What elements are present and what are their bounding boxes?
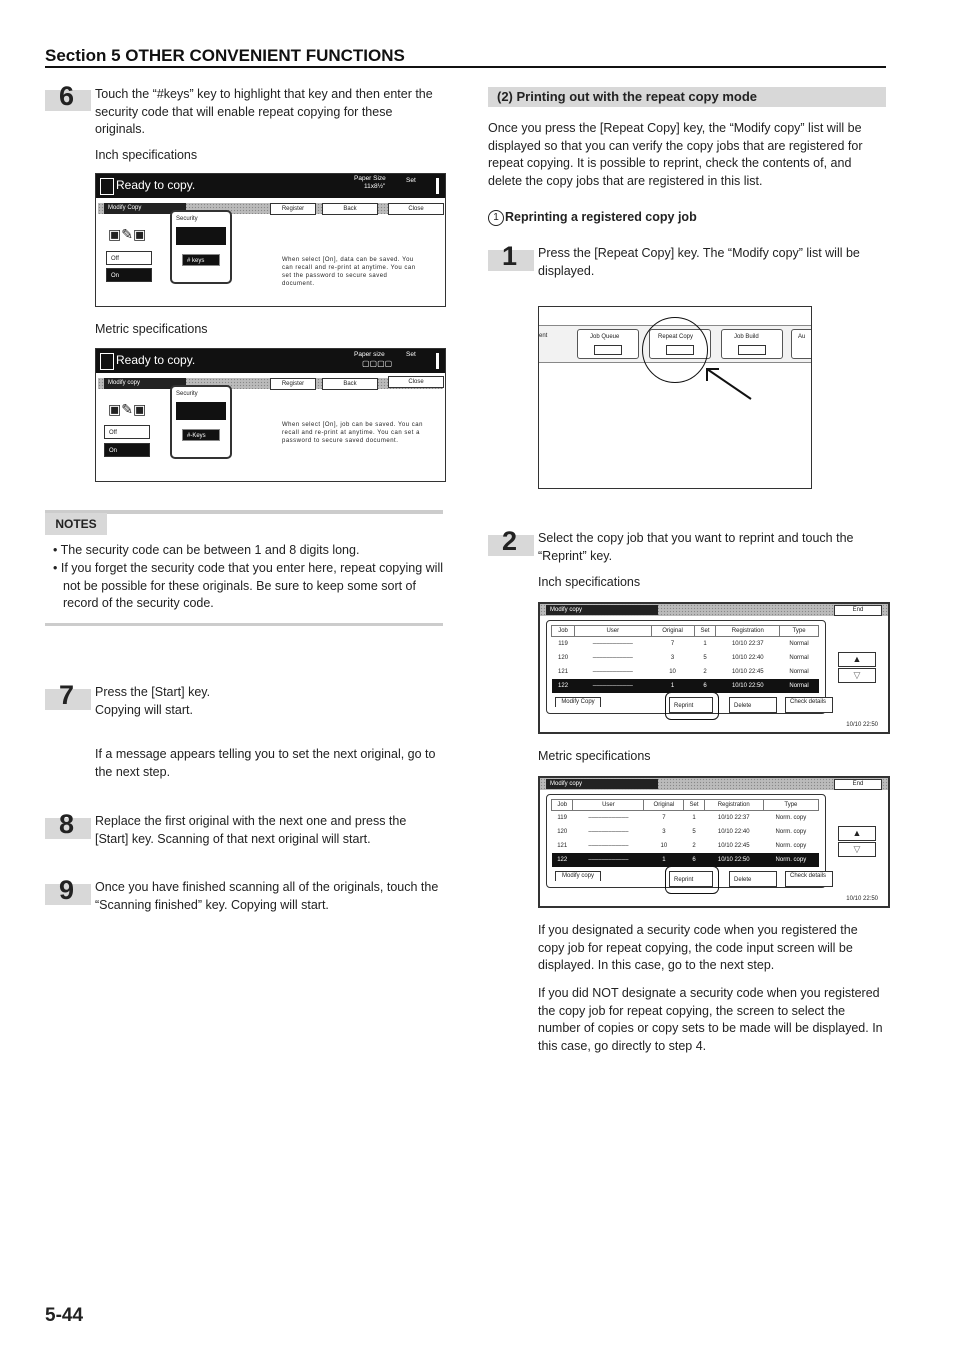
keys-button[interactable]: #-Keys	[182, 429, 220, 441]
step-r1-text: Press the [Repeat Copy] key. The “Modify copy” list will be displayed.	[538, 246, 860, 278]
note-2: • If you forget the security code that you enter here, repeat copying will not be possible for these originals. Be sure to keep some sort of record of the security code.	[53, 561, 444, 610]
check-details-button[interactable]: Check details	[785, 697, 833, 713]
table-cell: 1	[644, 853, 684, 867]
table-cell: 119	[557, 815, 567, 821]
back-button[interactable]: Back	[322, 378, 378, 390]
clock-display: 10/10 22:50	[846, 722, 878, 728]
paper-icons: ▢▢▢▢	[362, 359, 393, 368]
section-title-bar	[488, 87, 886, 107]
col-original: Original	[644, 800, 684, 811]
table-cell: 119	[558, 641, 568, 647]
step-r1-marker: 1	[488, 250, 534, 271]
table-cell: Normal	[789, 655, 809, 661]
table-row[interactable]	[552, 651, 819, 665]
step-r2-text: Select the copy job that you want to reprint and touch the “Reprint” key.	[538, 531, 854, 563]
col-set: Set	[684, 800, 704, 811]
status-bar	[96, 349, 445, 373]
section-header: Section 5 OTHER CONVENIENT FUNCTIONS	[45, 46, 405, 65]
step-9-text: Once you have finished scanning all of the originals, touch the “Scanning finished” key. Copying will start.	[95, 880, 439, 912]
reprint-button[interactable]: Reprint	[669, 697, 713, 713]
modify-copy-list-metric	[538, 776, 890, 908]
off-option[interactable]: Off	[106, 251, 152, 265]
table-cell: 2	[692, 843, 696, 849]
intro-text: Once you press the [Repeat Copy] key, the “Modify copy” list will be displayed so that you can verify the copy jobs that are registered for repeat copying. It is possible to reprint, check the contents of, and delete the copy jobs that are registered in this list.	[488, 121, 863, 188]
security-panel-metric	[95, 348, 446, 482]
end-button[interactable]: End	[834, 605, 882, 616]
security-box	[170, 210, 232, 284]
document-icon	[100, 353, 114, 370]
scroll-up-button[interactable]: ▲	[838, 652, 876, 667]
status-bar	[96, 174, 445, 198]
modify-copy-tab[interactable]: Modify copy	[555, 871, 601, 881]
check-details-button[interactable]: Check details	[785, 871, 833, 887]
table-cell: Norm. copy	[775, 829, 807, 835]
job-build-label: Job Build	[734, 334, 759, 340]
col-user: User	[573, 800, 644, 811]
reprint-highlight	[665, 692, 719, 720]
tab-bar	[98, 203, 443, 214]
table-row[interactable]	[552, 637, 819, 652]
table-cell: 10/10 22:37	[717, 815, 750, 821]
table-cell: 121	[558, 669, 569, 675]
step-r2-marker: 2	[488, 535, 534, 556]
col-registration: Registration	[704, 800, 763, 811]
register-button[interactable]: Register	[270, 378, 316, 390]
table-cell: ––––––––––––	[588, 843, 629, 849]
auto-label: Au	[798, 334, 806, 340]
key-label-ent: ent	[539, 333, 548, 339]
table-cell: 10/10 22:45	[717, 843, 750, 849]
key-panel-illustration	[538, 306, 812, 489]
security-note: When select [On], data can be saved. You can recall and re-print at anytime. You can set the password to secure saved document.	[282, 257, 416, 287]
ready-status: Ready to copy.	[116, 178, 196, 192]
table-cell: 10/10 22:45	[731, 669, 764, 675]
modify-copy-tab[interactable]: Modify Copy	[555, 697, 601, 707]
table-row[interactable]	[552, 825, 819, 839]
table-cell: 3	[662, 829, 666, 835]
sub-title: Reprinting a registered copy job	[505, 210, 697, 224]
on-option[interactable]: On	[106, 268, 152, 282]
tab-modify-copy[interactable]: Modify Copy	[104, 203, 186, 214]
copy-jobs-icon: ▣✎▣	[108, 226, 147, 242]
code-display	[176, 227, 226, 245]
col-type: Type	[763, 800, 818, 811]
key-lamp	[594, 345, 622, 355]
table-cell: 10/10 22:50	[716, 679, 780, 693]
step-8-text: Replace the first original with the next one and press the [Start] key. Scanning of that next original will start.	[95, 814, 407, 846]
key-lamp	[738, 345, 766, 355]
security-box	[170, 385, 232, 459]
close-button[interactable]: Close	[388, 203, 444, 215]
table-row[interactable]	[552, 839, 819, 853]
reprint-highlight	[665, 866, 719, 894]
job-table	[551, 799, 819, 867]
off-option[interactable]: Off	[104, 425, 150, 439]
table-cell: 10/10 22:40	[731, 655, 764, 661]
table-cell: Normal	[789, 641, 809, 647]
table-cell: Normal	[789, 669, 809, 675]
tab-modify-copy[interactable]: Modify copy	[104, 378, 186, 389]
security-panel-inch	[95, 173, 446, 307]
step-6-text: Touch the “#keys” key to highlight that key and then enter the security code that will enable repeat copying for these originals.	[95, 87, 433, 136]
security-note: When select [On], job can be saved. You can recall and re-print at anytime. You can set a password to secure saved document.	[282, 422, 423, 444]
notes-tag: NOTES	[45, 513, 107, 535]
end-button[interactable]: End	[834, 779, 882, 790]
table-cell: 1	[651, 679, 694, 693]
step-8-marker: 8	[45, 818, 91, 839]
col-job: Job	[552, 626, 575, 637]
table-row-selected[interactable]	[552, 679, 819, 693]
header-rule	[45, 66, 886, 68]
delete-button[interactable]: Delete	[729, 871, 777, 887]
security-title: Security	[176, 391, 198, 397]
scroll-up-button[interactable]: ▲	[838, 826, 876, 841]
tab-modify-copy[interactable]: Modify copy	[546, 779, 658, 789]
auto-key[interactable]	[791, 329, 812, 359]
repeat-copy-label: Repeat Copy	[658, 334, 694, 340]
table-cell: 6	[684, 853, 704, 867]
close-button[interactable]: Close	[388, 376, 444, 388]
inch-spec-label-2: Inch specifications	[538, 575, 641, 589]
step-6-marker: 6	[45, 90, 91, 111]
table-cell: 122	[552, 679, 575, 693]
metric-spec-label: Metric specifications	[95, 322, 208, 336]
modify-copy-list-inch	[538, 602, 890, 734]
table-cell: ––––––––––––	[588, 815, 629, 821]
table-cell: 122	[552, 853, 573, 867]
col-registration: Registration	[716, 626, 780, 637]
table-cell: 10/10 22:40	[717, 829, 750, 835]
document-icon	[100, 178, 114, 195]
table-cell: 5	[703, 655, 707, 661]
keys-button[interactable]: # keys	[182, 254, 220, 266]
job-list	[546, 620, 826, 714]
step-7-text-2: Copying will start.	[95, 703, 193, 717]
table-cell: 10/10 22:37	[731, 641, 764, 647]
security-title: Security	[176, 216, 198, 222]
job-build-key[interactable]	[721, 329, 783, 359]
table-cell: 10	[660, 843, 668, 849]
table-cell: 2	[703, 669, 707, 675]
job-table	[551, 625, 819, 693]
notes-bottom-rule	[45, 623, 443, 626]
back-button[interactable]: Back	[322, 203, 378, 215]
table-cell: 7	[662, 815, 666, 821]
section-title: (2) Printing out with the repeat copy mode	[497, 89, 758, 104]
step-7-text-3: If a message appears telling you to set the next original, go to the next step.	[95, 747, 436, 779]
after-text-2: If you did NOT designate a security code when you registered the copy job for repeat copying, the screen to select the number of copies or copy sets to be made will be displayed. In this case, go directly to step 4.	[538, 986, 883, 1053]
list-top-bar	[540, 604, 888, 616]
set-label: Set	[406, 177, 416, 184]
table-cell: 10/10 22:50	[704, 853, 763, 867]
list-top-bar	[540, 778, 888, 790]
paper-size-value: 11x8½"	[364, 183, 386, 190]
set-count-icon	[436, 178, 439, 194]
table-cell: 120	[557, 829, 568, 835]
job-queue-key[interactable]	[577, 329, 639, 359]
step-9-marker: 9	[45, 884, 91, 905]
col-user: User	[575, 626, 651, 637]
table-cell: 120	[558, 655, 569, 661]
pointer-arrow-icon	[699, 363, 759, 403]
code-display	[176, 402, 226, 420]
tab-bar	[98, 378, 443, 389]
table-header	[552, 626, 819, 637]
table-cell: ––––––––––––	[592, 641, 633, 647]
col-job: Job	[552, 800, 573, 811]
metric-spec-label-2: Metric specifications	[538, 749, 651, 763]
step-7-marker: 7	[45, 689, 91, 710]
set-label: Set	[406, 351, 416, 358]
copy-jobs-icon: ▣✎▣	[108, 401, 147, 417]
table-cell: 121	[557, 843, 568, 849]
set-count-icon	[436, 353, 439, 369]
col-set: Set	[694, 626, 716, 637]
paper-size-label: Paper Size	[354, 175, 386, 182]
job-list	[546, 794, 826, 888]
paper-size-label: Paper size	[354, 351, 385, 358]
table-cell: ––––––––––––	[573, 853, 644, 867]
table-cell: ––––––––––––	[588, 829, 629, 835]
inch-spec-label: Inch specifications	[95, 148, 198, 162]
page-number: 5-44	[45, 1305, 84, 1326]
table-row-selected[interactable]	[552, 853, 819, 867]
table-cell: 5	[692, 829, 696, 835]
register-button[interactable]: Register	[270, 203, 316, 215]
table-header	[552, 800, 819, 811]
table-row[interactable]	[552, 665, 819, 679]
table-cell: ––––––––––––	[575, 679, 651, 693]
table-cell: 7	[670, 641, 675, 647]
table-cell: ––––––––––––	[592, 669, 633, 675]
step-7-text-1: Press the [Start] key.	[95, 685, 211, 699]
scroll-down-button[interactable]: ▽	[838, 668, 876, 683]
note-1: • The security code can be between 1 and 8 digits long.	[53, 543, 360, 557]
table-cell: 10	[669, 669, 676, 675]
table-cell: 1	[692, 815, 696, 821]
table-cell: 1	[703, 641, 707, 647]
delete-button[interactable]: Delete	[729, 697, 777, 713]
scroll-down-button[interactable]: ▽	[838, 842, 876, 857]
clock-display: 10/10 22:50	[846, 896, 878, 902]
sub-number-circle: 1	[488, 210, 504, 226]
table-cell: Norm. copy	[775, 843, 807, 849]
job-queue-label: Job Queue	[590, 334, 620, 340]
tab-modify-copy[interactable]: Modify copy	[546, 605, 658, 615]
table-cell: Norm. copy	[763, 853, 818, 867]
table-row[interactable]	[552, 811, 819, 826]
table-cell: Norm. copy	[775, 815, 807, 821]
table-cell: ––––––––––––	[592, 655, 633, 661]
table-cell: Normal	[780, 679, 819, 693]
ready-status: Ready to copy.	[116, 353, 196, 367]
col-original: Original	[651, 626, 694, 637]
table-cell: 6	[694, 679, 716, 693]
on-option[interactable]: On	[104, 443, 150, 457]
table-cell: 3	[670, 655, 675, 661]
col-type: Type	[780, 626, 819, 637]
reprint-button[interactable]: Reprint	[669, 871, 713, 887]
after-text-1: If you designated a security code when you registered the copy job for repeat copying, the code input screen will be displayed. In this case, go to the next step.	[538, 923, 858, 972]
